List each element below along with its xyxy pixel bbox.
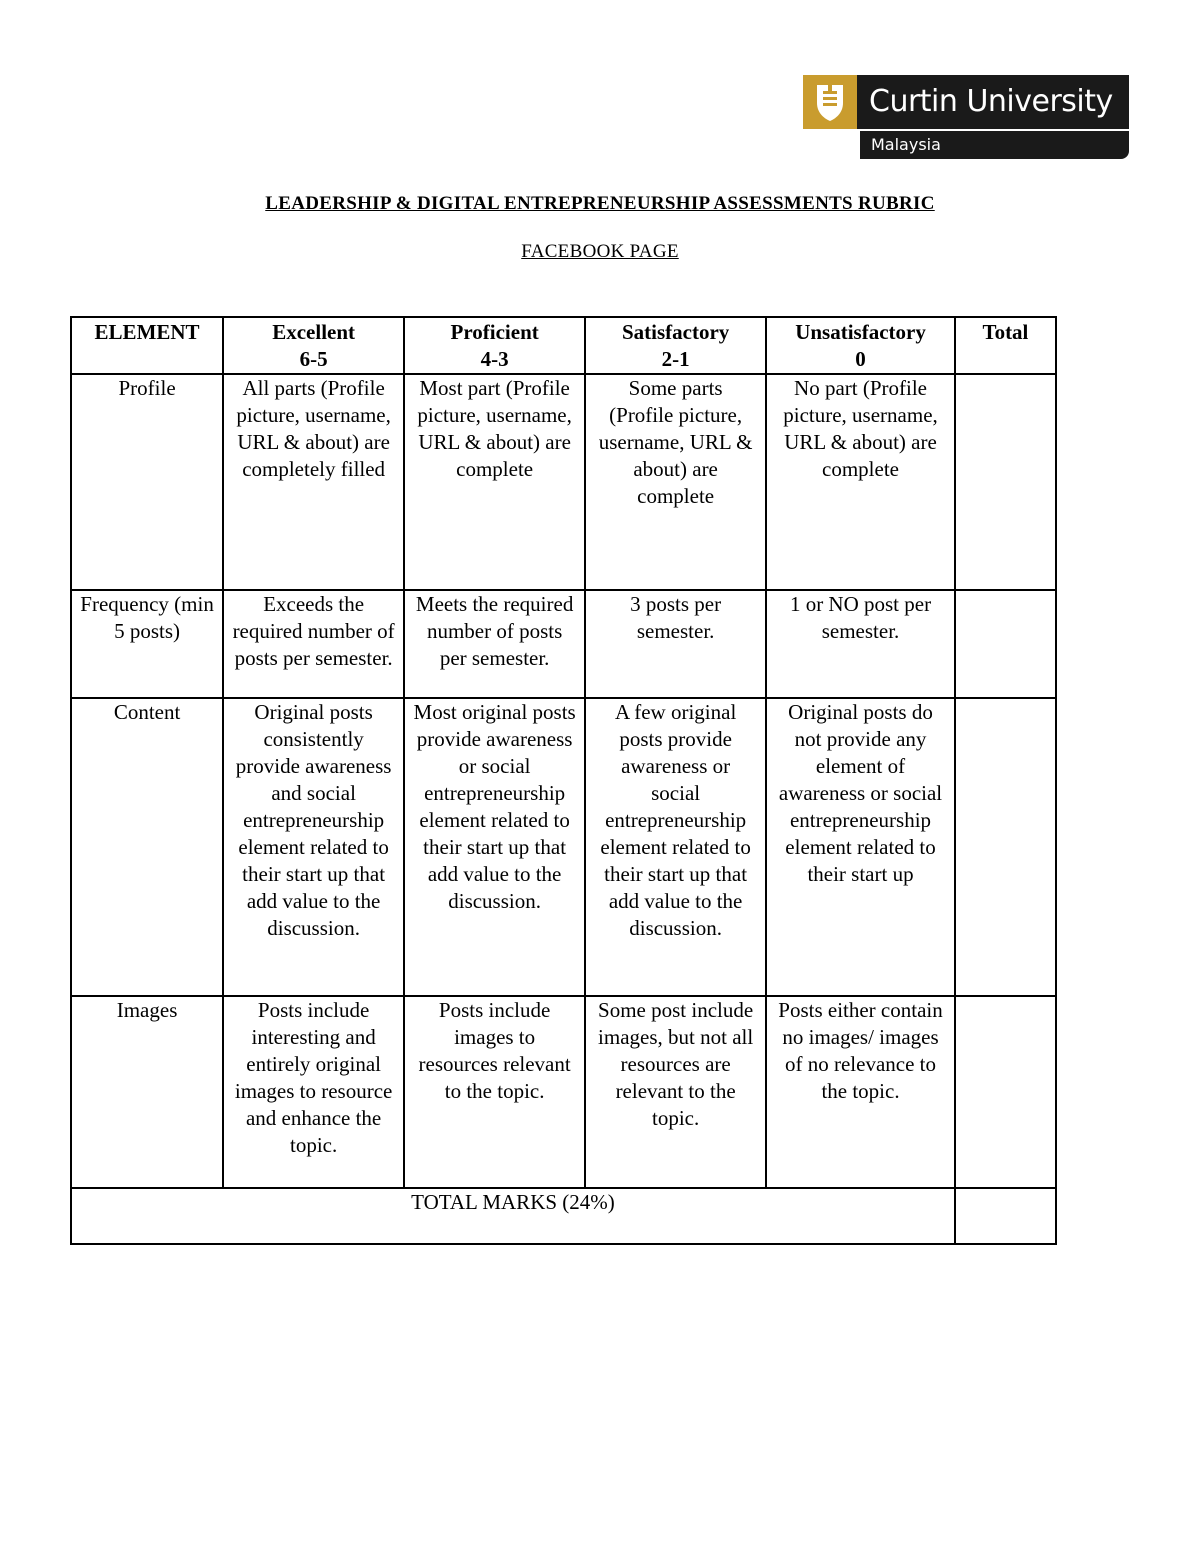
- cell-content-total: [955, 698, 1056, 996]
- cell-images-proficient: Posts include images to resources relevant to the topic.: [404, 996, 585, 1188]
- cell-content-proficient: Most original posts provide awareness or social entrepreneurship element related to their start up that add value to the discussion.: [404, 698, 585, 996]
- cell-profile-excellent: All parts (Profile picture, username, URL & about) are completely filled: [223, 374, 404, 590]
- university-logo: [803, 75, 1129, 159]
- cell-frequency-unsatisfactory: 1 or NO post per semester.: [766, 590, 955, 698]
- cell-frequency-proficient: Meets the required number of posts per semester.: [404, 590, 585, 698]
- element-images: Images: [71, 996, 223, 1188]
- cell-profile-proficient: Most part (Profile picture, username, URL & about) are complete: [404, 374, 585, 590]
- element-profile: Profile: [71, 374, 223, 590]
- header-satisfactory: Satisfactory 2-1: [585, 317, 766, 374]
- element-frequency: Frequency (min 5 posts): [71, 590, 223, 698]
- header-total: Total: [955, 317, 1056, 374]
- score-unsatisfactory: 0: [855, 347, 866, 371]
- score-satisfactory: 2-1: [661, 347, 690, 371]
- total-marks-label: TOTAL MARKS (24%): [71, 1188, 955, 1244]
- cell-content-satisfactory: A few original posts provide awareness or social entrepreneurship element related to their start up that add value to the discussion.: [585, 698, 766, 996]
- cell-frequency-excellent: Exceeds the required number of posts per semester.: [223, 590, 404, 698]
- header-proficient: Proficient 4-3: [404, 317, 585, 374]
- logo-university-name: Curtin University: [857, 75, 1129, 129]
- element-content: Content: [71, 698, 223, 996]
- cell-profile-satisfactory: Some parts (Profile picture, username, URL & about) are complete: [585, 374, 766, 590]
- table-row-frequency: [71, 590, 1056, 698]
- document-subtitle: FACEBOOK PAGE: [521, 241, 679, 262]
- score-excellent: 6-5: [299, 347, 328, 371]
- cell-images-total: [955, 996, 1056, 1188]
- rubric-table: [70, 316, 1057, 1245]
- table-row-profile: [71, 374, 1056, 590]
- cell-profile-unsatisfactory: No part (Profile picture, username, URL & about) are complete: [766, 374, 955, 590]
- table-row-total-marks: [71, 1188, 1056, 1244]
- logo-campus-name: Malaysia: [860, 131, 1129, 159]
- cell-content-unsatisfactory: Original posts do not provide any element of awareness or social entrepreneurship element related to their start up: [766, 698, 955, 996]
- cell-frequency-satisfactory: 3 posts per semester.: [585, 590, 766, 698]
- table-header-row: [71, 317, 1056, 374]
- cell-images-unsatisfactory: Posts either contain no images/ images of no relevance to the topic.: [766, 996, 955, 1188]
- cell-images-satisfactory: Some post include images, but not all resources are relevant to the topic.: [585, 996, 766, 1188]
- cell-frequency-total: [955, 590, 1056, 698]
- cell-profile-total: [955, 374, 1056, 590]
- score-proficient: 4-3: [480, 347, 509, 371]
- header-element: ELEMENT: [71, 317, 223, 374]
- document-title: LEADERSHIP & DIGITAL ENTREPRENEURSHIP ASSESSMENTS RUBRIC: [265, 193, 935, 214]
- table-row-content: [71, 698, 1056, 996]
- cell-total-marks: [955, 1188, 1056, 1244]
- cell-images-excellent: Posts include interesting and entirely original images to resource and enhance the topic.: [223, 996, 404, 1188]
- shield-icon: [803, 75, 857, 129]
- table-row-images: [71, 996, 1056, 1188]
- cell-content-excellent: Original posts consistently provide awareness and social entrepreneurship element related to their start up that add value to the discussion.: [223, 698, 404, 996]
- header-unsatisfactory: Unsatisfactory 0: [766, 317, 955, 374]
- header-excellent: Excellent 6-5: [223, 317, 404, 374]
